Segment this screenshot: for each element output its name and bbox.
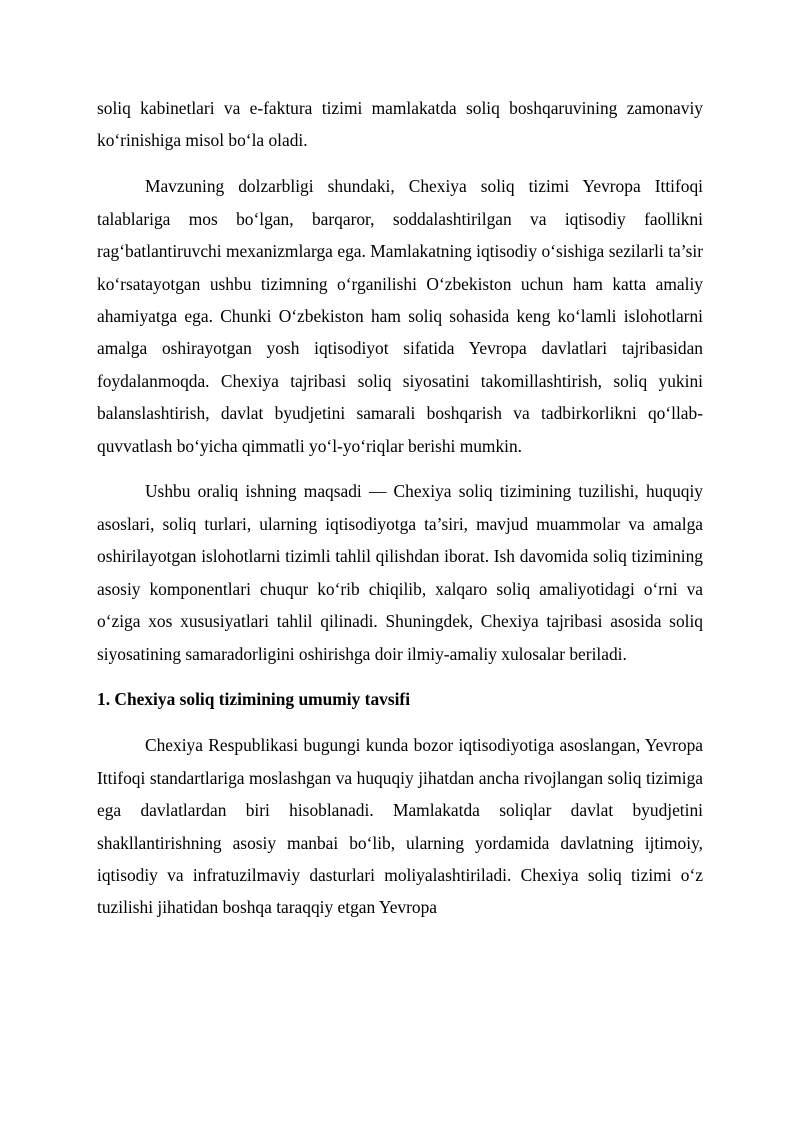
document-body	[97, 92, 703, 924]
paragraph-relevance: Mavzuning dolzarbligi shundaki, Chexiya soliq tizimi Yevropa Ittifoqi talablariga mos bo‘lgan, barqaror, soddalashtirilgan va iqtisodiy faollikni rag‘batlantiruvchi mexanizmlarga ega. Mamlakatning iqtisodiy o‘sishiga sezilarli ta’sir ko‘rsatayotgan ushbu tizimning o‘rganilishi O‘zbekiston uchun ham katta amaliy ahamiyatga ega. Chunki O‘zbekiston ham soliq sohasida keng ko‘lamli islohotlarni amalga oshirayotgan yosh iqtisodiyot sifatida Yevropa davlatlari tajribasidan foydalanmoqda. Chexiya tajribasi soliq siyosatini takomillashtirish, soliq yukini balanslashtirish, davlat byudjetini samarali boshqarish va tadbirkorlikni qo‘llab-quvvatlash bo‘yicha qimmatli yo‘l-yo‘riqlar berishi mumkin.	[97, 176, 703, 456]
section-heading: 1. Chexiya soliq tizimining umumiy tavsifi	[97, 689, 411, 710]
paragraph-purpose: Ushbu oraliq ishning maqsadi — Chexiya soliq tizimining tuzilishi, huquqiy asoslari, soliq turlari, ularning iqtisodiyotga ta’siri, mavjud muammolar va amalga oshirilayotgan islohotlarni tizimli tahlil qilishdan iborat. Ish davomida soliq tizimining asosiy komponentlari chuqur ko‘rib chiqilib, xalqaro soliq amaliyotidagi o‘rni va o‘ziga xos xususiyatlari tahlil qilinadi. Shuningdek, Chexiya tajribasi asosida soliq siyosatining samaradorligini oshirishga doir ilmiy-amaliy xulosalar beriladi.	[97, 481, 703, 664]
paragraph-overview: Chexiya Respublikasi bugungi kunda bozor iqtisodiyotiga asoslangan, Yevropa Ittifoqi standartlariga moslashgan va huquqiy jihatdan ancha rivojlangan soliq tizimiga ega davlatlardan biri hisoblanadi. Mamlakatda soliqlar davlat byudjetini shakllantirishning asosiy manbai bo‘lib, ularning yordamida davlatning ijtimoiy, iqtisodiy va infratuzilmaviy dasturlari moliyalashtiriladi. Chexiya soliq tizimi o‘z tuzilishi jihatidan boshqa taraqqiy etgan Yevropa	[97, 735, 703, 918]
paragraph-continuation: soliq kabinetlari va e-faktura tizimi mamlakatda soliq boshqaruvining zamonaviy ko‘rinishiga misol bo‘la oladi.	[97, 98, 703, 151]
